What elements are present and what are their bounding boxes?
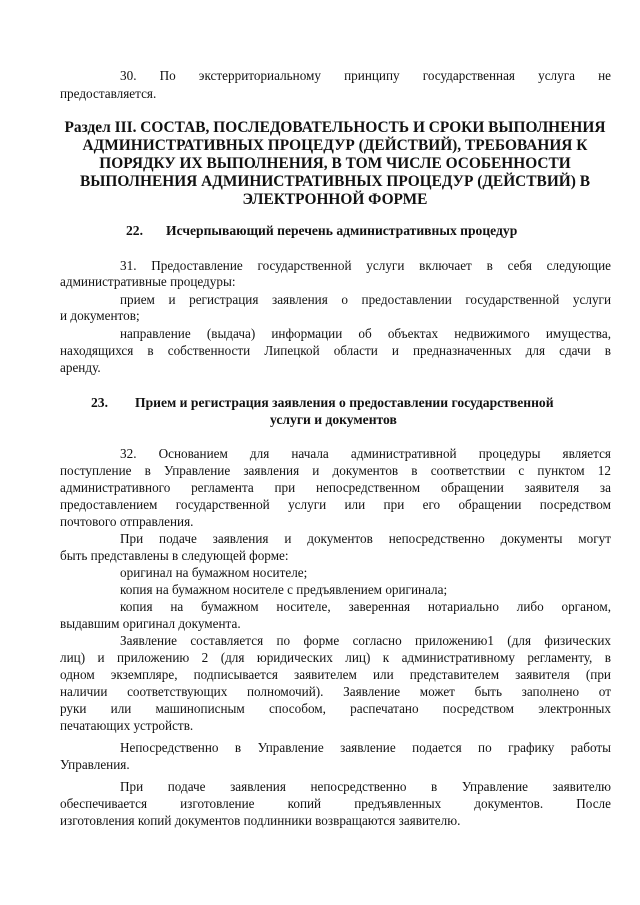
p32-line11: выдавшим оригинал документа. [60, 616, 241, 631]
p31-line3: прием и регистрация заявления о предоставлении государственной услуги [120, 292, 611, 307]
p31-line4: и документов; [60, 308, 140, 323]
p30-line2: предоставляется. [60, 86, 157, 101]
section-heading-line1: Раздел III. СОСТАВ, ПОСЛЕДОВАТЕЛЬНОСТЬ И СРОКИ ВЫПОЛНЕНИЯ [64, 119, 606, 136]
subheading-22-number: 22. [126, 223, 143, 238]
p32-line3: административного регламента при непосредственном обращении заявителя за [60, 480, 611, 495]
p32-line12: Заявление составляется по форме согласно приложению1 (для физических [120, 633, 611, 648]
p32-line4: предоставлением государственной услуги или при его обращении посредством [60, 497, 611, 512]
p32-line2: поступление в Управление заявления и документов в соответствии с пунктом 12 [60, 463, 611, 478]
p32-line21: обеспечивается изготовление копий предъявленных документов. После [60, 796, 611, 811]
p32-line13: лиц) и приложению 2 (для юридических лиц) к административному регламенту, в [60, 650, 611, 665]
p32-line16: руки или машинописным способом, распечатано посредством электронных [60, 701, 611, 716]
p31-line2: административные процедуры: [60, 274, 236, 289]
p31-line6: находящихся в собственности Липецкой области и предназначенных для сдачи в [60, 343, 611, 358]
p32-line19: Управления. [60, 757, 130, 772]
p31-line5: направление (выдача) информации об объектах недвижимого имущества, [120, 326, 611, 341]
p32-line10: копия на бумажном носителе, заверенная нотариально либо органом, [120, 599, 611, 614]
subheading-23-line2: услуги и документов [270, 412, 397, 427]
section-heading-line3: ПОРЯДКУ ИХ ВЫПОЛНЕНИЯ, В ТОМ ЧИСЛЕ ОСОБЕННОСТИ [99, 155, 571, 172]
section-heading-line4: ВЫПОЛНЕНИЯ АДМИНИСТРАТИВНЫХ ПРОЦЕДУР (ДЕЙСТВИЙ) В [79, 173, 590, 190]
p32-line1: 32. Основанием для начала административной процедуры является [120, 446, 611, 461]
p32-line22: изготовления копий документов подлинники возвращаются заявителю. [60, 813, 461, 828]
p32-line6: При подаче заявления и документов непосредственно документы могут [120, 531, 611, 546]
p31-line1: 31. Предоставление государственной услуги включает в себя следующие [120, 258, 611, 273]
p31-line7: аренду. [60, 360, 101, 375]
p32-line20: При подаче заявления непосредственно в Управление заявителю [120, 779, 611, 794]
section-heading-line2: АДМИНИСТРАТИВНЫХ ПРОЦЕДУР (ДЕЙСТВИЙ), ТРЕБОВАНИЯ К [82, 137, 588, 154]
subheading-22-title: Исчерпывающий перечень административных процедур [166, 223, 518, 238]
p32-line17: печатающих устройств. [60, 718, 194, 733]
p32-line5: почтового отправления. [60, 514, 194, 529]
p32-line9: копия на бумажном носителе с предъявлением оригинала; [120, 582, 448, 597]
p32-line18: Непосредственно в Управление заявление подается по графику работы [120, 740, 611, 755]
subheading-23-number: 23. [91, 395, 108, 410]
p32-line15: наличии соответствующих полномочий). Заявление может быть заполнено от [60, 684, 611, 699]
section-heading-line5: ЭЛЕКТРОННОЙ ФОРМЕ [242, 191, 428, 208]
p32-line8: оригинал на бумажном носителе; [120, 565, 308, 580]
p30-line1: 30. По экстерриториальному принципу государственная услуга не [120, 68, 611, 83]
subheading-23-line1: Прием и регистрация заявления о предоставлении государственной [135, 395, 554, 410]
p32-line7: быть представлены в следующей форме: [60, 548, 289, 563]
p32-line14: одном экземпляре, подписывается заявителем или представителем заявителя (при [60, 667, 611, 682]
